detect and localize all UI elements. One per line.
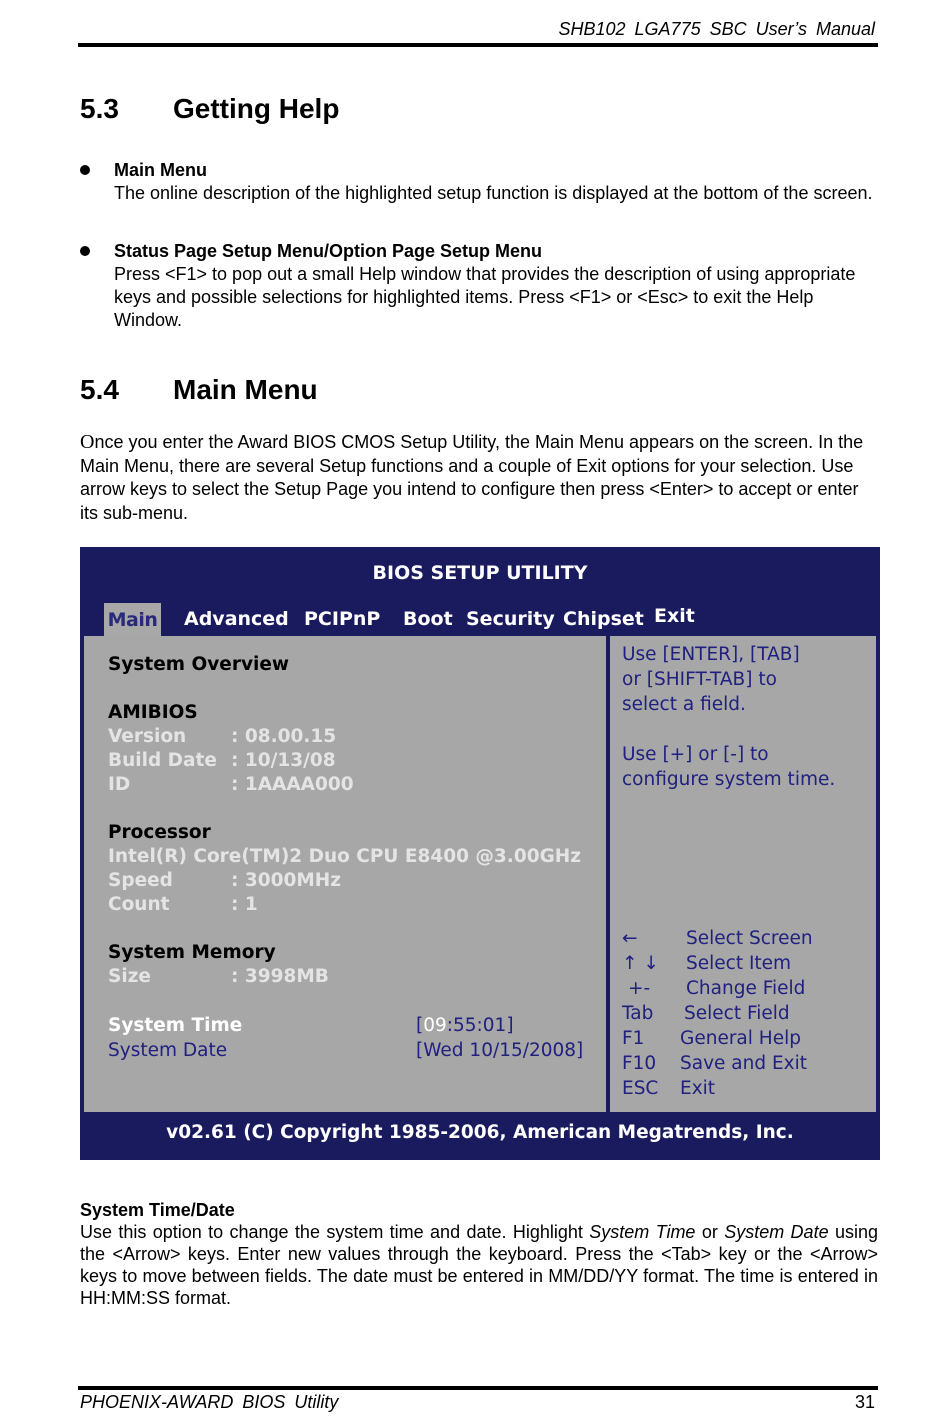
key-name: Tab	[622, 1003, 654, 1024]
help-line: select a field.	[622, 694, 746, 715]
bullet-item	[80, 159, 878, 205]
section-title: Main Menu	[173, 374, 318, 405]
bullet-title: Main Menu	[114, 160, 207, 180]
bios-tab-security[interactable]: Security	[466, 608, 555, 630]
time-hours[interactable]: 09	[423, 1015, 447, 1036]
bullet-text: The online description of the highlighted setup function is displayed at the bottom of the screen.	[114, 183, 873, 203]
key-name: F1	[622, 1028, 645, 1049]
system-time-label[interactable]: System Time	[108, 1015, 243, 1036]
bios-tab-chipset[interactable]: Chipset	[563, 608, 644, 630]
amibios-heading: AMIBIOS	[108, 702, 198, 723]
text-run: or	[695, 1222, 725, 1242]
system-date-label[interactable]: System Date	[108, 1040, 228, 1061]
bios-screenshot	[80, 547, 880, 1160]
id-value: : 1AAAA000	[231, 774, 354, 795]
bios-main-panel	[84, 636, 606, 1112]
key-desc: Exit	[680, 1078, 716, 1099]
system-overview-heading: System Overview	[108, 654, 289, 675]
subsection-title: System Time/Date	[80, 1200, 235, 1220]
bios-tab-advanced[interactable]: Advanced	[184, 608, 289, 630]
subsection-text	[80, 1221, 878, 1309]
paragraph-initial: O	[80, 431, 95, 453]
help-line: Use [+] or [-] to	[622, 744, 769, 765]
help-line: or [SHIFT-TAB] to	[622, 669, 777, 690]
bullet-icon	[80, 246, 90, 256]
section-heading-5-3	[80, 93, 339, 125]
help-line: configure system time.	[622, 769, 836, 790]
processor-heading: Processor	[108, 822, 211, 843]
bullet-item	[80, 240, 878, 332]
speed-label: Speed	[108, 870, 173, 891]
footer-rule	[78, 1386, 878, 1390]
header-rule	[78, 43, 878, 47]
section-number: 5.4	[80, 374, 119, 405]
system-date-value[interactable]: [Wed 10/15/2008]	[416, 1040, 584, 1061]
key-desc: Save and Exit	[680, 1053, 808, 1074]
time-minutes-seconds: :55:01]	[446, 1015, 514, 1036]
bios-help-panel	[610, 636, 876, 1112]
bios-title: BIOS SETUP UTILITY	[372, 562, 588, 584]
bios-tab-boot[interactable]: Boot	[403, 608, 453, 630]
section-number: 5.3	[80, 93, 119, 124]
text-run: using the <Arrow> keys. Enter new values through the keyboard. Press the <Tab> key or the <Arrow> keys to move between fields. The date must be entered in MM/DD/YY format. The time is entered in HH:MM:SS format.	[80, 1222, 878, 1308]
bios-tab-main[interactable]: Main	[104, 603, 161, 637]
key-name: +-	[628, 978, 651, 999]
speed-value: : 3000MHz	[231, 870, 341, 891]
running-footer: PHOENIX-AWARD BIOS Utility	[80, 1392, 339, 1412]
section-heading-5-4	[80, 374, 318, 406]
build-date-value: : 10/13/08	[231, 750, 336, 771]
time-bracket: [	[416, 1015, 424, 1036]
key-desc: General Help	[680, 1028, 801, 1049]
left-arrow-icon: ←	[622, 928, 638, 949]
bios-copyright: v02.61 (C) Copyright 1985-2006, American Megatrends, Inc.	[166, 1122, 794, 1143]
help-line: Use [ENTER], [TAB]	[622, 644, 800, 665]
count-value: : 1	[231, 894, 258, 915]
page-number: 31	[854, 1392, 875, 1412]
system-time-field[interactable]	[416, 1015, 514, 1036]
count-label: Count	[108, 894, 170, 915]
size-value: : 3998MB	[231, 966, 329, 987]
cpu-name: Intel(R) Core(TM)2 Duo CPU E8400 @3.00GHz	[108, 846, 582, 867]
version-label: Version	[108, 726, 187, 747]
id-label: ID	[108, 774, 131, 795]
bios-tab-pcipnp[interactable]: PCIPnP	[304, 608, 381, 630]
section-title: Getting Help	[173, 93, 340, 124]
paragraph-text: nce you enter the Award BIOS CMOS Setup Utility, the Main Menu appears on the screen. In the Main Menu, there are several Setup functions and a couple of Exit options for your selection. Use arrow keys to select the Setup Page you intend to configure then press <Enter> to accept or enter its sub-menu.	[80, 432, 864, 523]
key-name: F10	[622, 1053, 657, 1074]
version-value: : 08.00.15	[231, 726, 337, 747]
up-down-arrow-icon: ↑ ↓	[622, 953, 659, 974]
main-menu-paragraph	[80, 431, 878, 525]
emphasis-system-time: System Time	[589, 1222, 696, 1242]
system-time-date-section	[80, 1199, 878, 1309]
size-label: Size	[108, 966, 151, 987]
key-desc: Change Field	[686, 978, 806, 999]
key-desc: Select Item	[686, 953, 792, 974]
key-desc: Select Field	[684, 1003, 790, 1024]
bullet-text: Press <F1> to pop out a small Help window that provides the description of using appropriate keys and possible selections for highlighted items. Press <F1> or <Esc> to exit the Help Window.	[114, 264, 856, 330]
bullet-title: Status Page Setup Menu/Option Page Setup Menu	[114, 241, 543, 261]
key-desc: Select Screen	[686, 928, 813, 949]
running-header: SHB102 LGA775 SBC User’s Manual	[558, 19, 875, 39]
text-run: Use this option to change the system time and date. Highlight	[80, 1222, 590, 1242]
system-memory-heading: System Memory	[108, 942, 276, 963]
build-date-label: Build Date	[108, 750, 217, 771]
emphasis-system-date: System Date	[724, 1222, 829, 1242]
bullet-icon	[80, 165, 90, 175]
key-name: ESC	[622, 1078, 659, 1099]
bios-tab-exit[interactable]: Exit	[654, 605, 695, 627]
